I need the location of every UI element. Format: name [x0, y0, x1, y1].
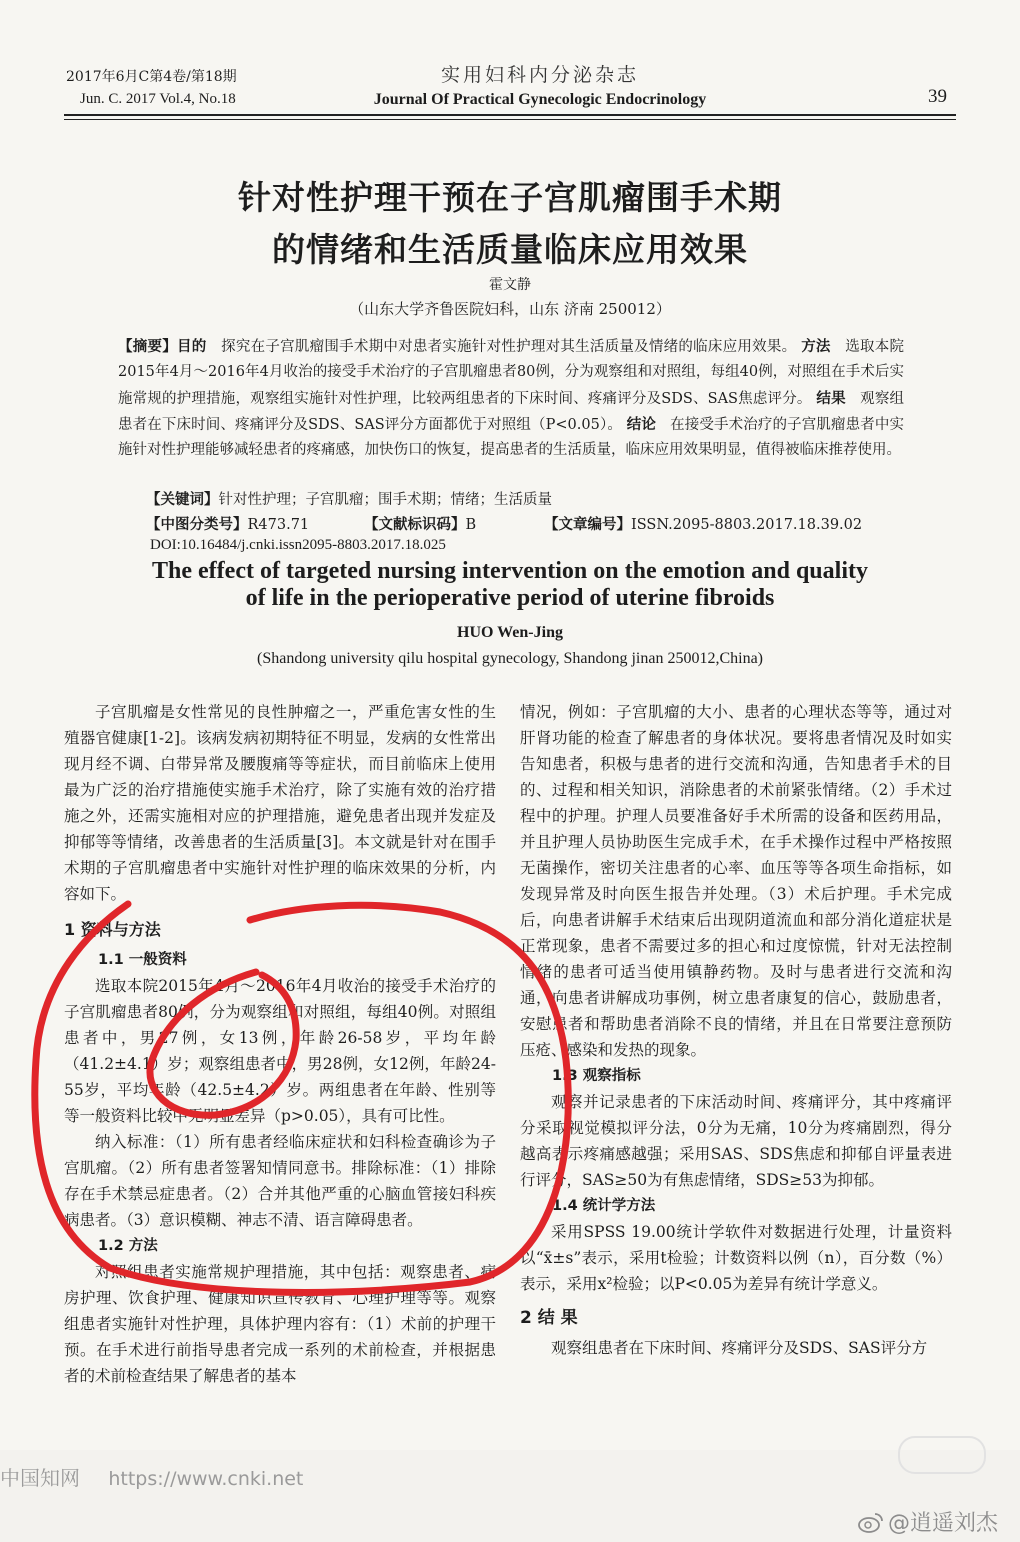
- general-data-paragraph: 选取本院2015年4月～2016年4月收治的接受手术治疗的子宫肌瘤患者80例，分为观察组和对照组，每组40例。对照组患者中，男27例，女13例，年龄26-58岁，平均年龄（41.2±4.1）岁；观察组患者中，男28例，女12例，年龄24-55岁，平均年龄（42.5±4.2）岁。两组患者在年龄、性别等等一般资料比较中无明显差异（p>0.05），具有可比性。: [64, 977, 496, 1125]
- title-cn-line1: 针对性护理干预在子宫肌瘤围手术期: [238, 178, 782, 217]
- conclusion-label: 结论: [626, 415, 656, 433]
- article-title-cn: [60, 172, 960, 276]
- section-heading-1-4: 1.4 统计学方法: [552, 1198, 656, 1214]
- issue-info: [66, 66, 237, 110]
- cnki-name: 中国知网: [0, 1466, 80, 1490]
- keywords: [146, 488, 552, 509]
- clc-value: R473.71: [247, 517, 310, 533]
- continued-paragraph: 情况，例如：子宫肌瘤的大小、患者的心理状态等等，通过对肝肾功能的检查了解患者的身体状况。要将患者情况及时如实告知患者，积极与患者的进行交流和沟通，告知患者手术的目的、过程和相关知识，消除患者的术前紧张情绪。（2）手术过程中的护理。护理人员要准备好手术所需的设备和医药用品，并且护理人员协助医生完成手术，在手术操作过程中严格按照无菌操作，密切关注患者的心率、血压等等各项生命指标，如发现异常及时向医生报告并处理。（3）术后护理。手术完成后，向患者讲解手术结束后出现阴道流血和部分消化道症状是正常现象，患者不需要过多的担心和过度惊慌，针对无法控制情绪的患者可适当使用镇静药物。及时与患者进行交流和沟通，向患者讲解成功事例，树立患者康复的信心，鼓励患者，安慰患者和帮助患者消除不良的情绪，并且在日常要注意预防压疮、感染和发热的现象。: [520, 703, 952, 1059]
- keywords-label: 【关键词】: [146, 491, 219, 508]
- issue-en: Jun. C. 2017 Vol.4, No.18: [80, 91, 236, 107]
- doc-code-value: B: [465, 517, 477, 533]
- abstract-purpose: 探究在子宫肌瘤围手术期中对患者实施针对性护理对其生活质量及情绪的临床应用效果。: [221, 339, 797, 355]
- page-number: 39: [928, 86, 947, 107]
- journal-name-cn: 实用妇科内分泌杂志: [440, 64, 639, 86]
- author-cn: 霍文静: [489, 277, 531, 293]
- intro-paragraph: 子宫肌瘤是女性常见的良性肿瘤之一，严重危害女性的生殖器官健康[1-2]。该病发病初期特征不明显，发病的女性常出现月经不调、白带异常及腰腹痛等等症状，而目前临床上使用最为广泛的治疗措施使实施手术治疗，除了实施有效的治疗措施之外，还需实施相对应的护理措施，避免患者出现并发症及抑郁等等情绪，改善患者的生活质量[3]。本文就是针对在围手术期的子宫肌瘤患者中实施针对性护理的临床效果的分析，内容如下。: [64, 703, 496, 903]
- abstract-results: 观察组患者在下床时间、疼痛评分及SDS、SAS评分方面都优于对照组（P<0.05）。: [118, 390, 905, 433]
- title-en-line2: of life in the perioperative period of uterine fibroids: [245, 585, 775, 611]
- weibo-icon: [858, 1511, 884, 1533]
- article-no-label: 【文章编号】: [544, 516, 631, 533]
- article-no: [544, 513, 862, 534]
- doi: DOI:10.16484/j.cnki.issn2095-8803.2017.18.025: [150, 537, 446, 553]
- section-heading-1: 1 资料与方法: [64, 920, 161, 939]
- weibo-watermark: [858, 1506, 998, 1537]
- doc-code: [364, 513, 476, 534]
- criteria-paragraph: 纳入标准：（1）所有患者经临床症状和妇科检查确诊为子宫肌瘤。（2）所有患者签署知情同意书。排除标准：（1）排除存在手术禁忌症患者。（2）合并其他严重的心脑血管接妇科疾病患者。（3）意识模糊、神志不清、语言障碍患者。: [64, 1133, 496, 1229]
- clc-label: 【中图分类号】: [146, 516, 248, 533]
- section-heading-1-3: 1.3 观察指标: [552, 1068, 641, 1084]
- journal-name: [330, 60, 750, 109]
- article-no-value: ISSN.2095-8803.2017.18.39.02: [631, 517, 863, 533]
- doc-code-label: 【文献标识码】: [364, 516, 466, 533]
- body-column-right: [520, 699, 952, 1361]
- body-column-left: [64, 699, 496, 1389]
- journal-name-en: Journal Of Practical Gynecologic Endocrinology: [373, 91, 707, 108]
- issue-cn: 2017年6月C第4卷/第18期: [66, 69, 237, 85]
- title-en-line1: The effect of targeted nursing intervention on the emotion and quality: [152, 558, 868, 584]
- section-heading-1-2: 1.2 方法: [98, 1238, 158, 1254]
- keywords-text: 针对性护理；子宫肌瘤；围手术期；情绪；生活质量: [218, 492, 552, 508]
- section-heading-2: 2 结 果: [520, 1308, 578, 1328]
- statistics-paragraph: 采用SPSS 19.00统计学软件对数据进行处理，计量资料以“x̄±s”表示，采用t检验；计数资料以例（n），百分数（%）表示，采用x²检验；以P<0.05为差异有统计学意义。: [520, 1223, 952, 1293]
- watermark-badge: [898, 1436, 986, 1474]
- watermark-handle: @逍遥刘杰: [888, 1511, 999, 1536]
- cnki-url[interactable]: https://www.cnki.net: [108, 1468, 304, 1490]
- header-rule-thin: [64, 119, 956, 120]
- author-en: HUO Wen-Jing: [457, 624, 563, 641]
- header-rule: [64, 114, 956, 116]
- clc: [146, 513, 309, 534]
- abstract-conclusion: 在接受手术治疗的子宫肌瘤患者中实施针对性护理能够减轻患者的疼痛感，加快伤口的恢复，提高患者的生活质量，临床应用效果明显，值得被临床推荐使用。: [118, 416, 905, 459]
- affiliation-cn: （山东大学齐鲁医院妇科，山东 济南 250012）: [349, 300, 671, 318]
- abstract: [118, 334, 904, 463]
- affiliation-en: (Shandong university qilu hospital gynecology, Shandong jinan 250012,China): [256, 650, 764, 667]
- section-heading-1-1: 1.1 一般资料: [98, 952, 187, 968]
- methods-label: 方法: [801, 338, 831, 355]
- results-paragraph: 观察组患者在下床时间、疼痛评分及SDS、SAS评分方: [551, 1339, 928, 1357]
- abstract-methods: 选取本院2015年4月～2016年4月收治的接受手术治疗的子宫肌瘤患者80例，分为观察组和对照组，每组40例，对照组在手术后实施常规的护理措施，观察组实施针对性护理，比较两组患者的下床时间、疼痛评分及SDS、SAS焦虑评分。: [118, 339, 905, 407]
- results-label: 结果: [816, 389, 846, 407]
- cnki-footer: [0, 1462, 325, 1491]
- title-cn-line2: 的情绪和生活质量临床应用效果: [272, 230, 748, 269]
- method-paragraph: 对照组患者实施常规护理措施，其中包括：观察患者、病房护理、饮食护理、健康知识宣传教育、心理护理等等。观察组患者实施针对性护理，具体护理内容有：（1）术前的护理干预。在手术进行前指导患者完成一系列的术前检查，并根据患者的术前检查结果了解患者的基本: [64, 1263, 496, 1385]
- observation-paragraph: 观察并记录患者的下床活动时间、疼痛评分，其中疼痛评分采取视觉模拟评分法，0分为无痛，10分为疼痛剧烈，得分越高表示疼痛感越强；采用SAS、SDS焦虑和抑郁自评量表进行评分，SAS≥50为有焦虑情绪，SDS≥53为抑郁。: [520, 1093, 952, 1189]
- article-title-en: [60, 558, 960, 612]
- abstract-label: 【摘要】目的: [118, 338, 207, 355]
